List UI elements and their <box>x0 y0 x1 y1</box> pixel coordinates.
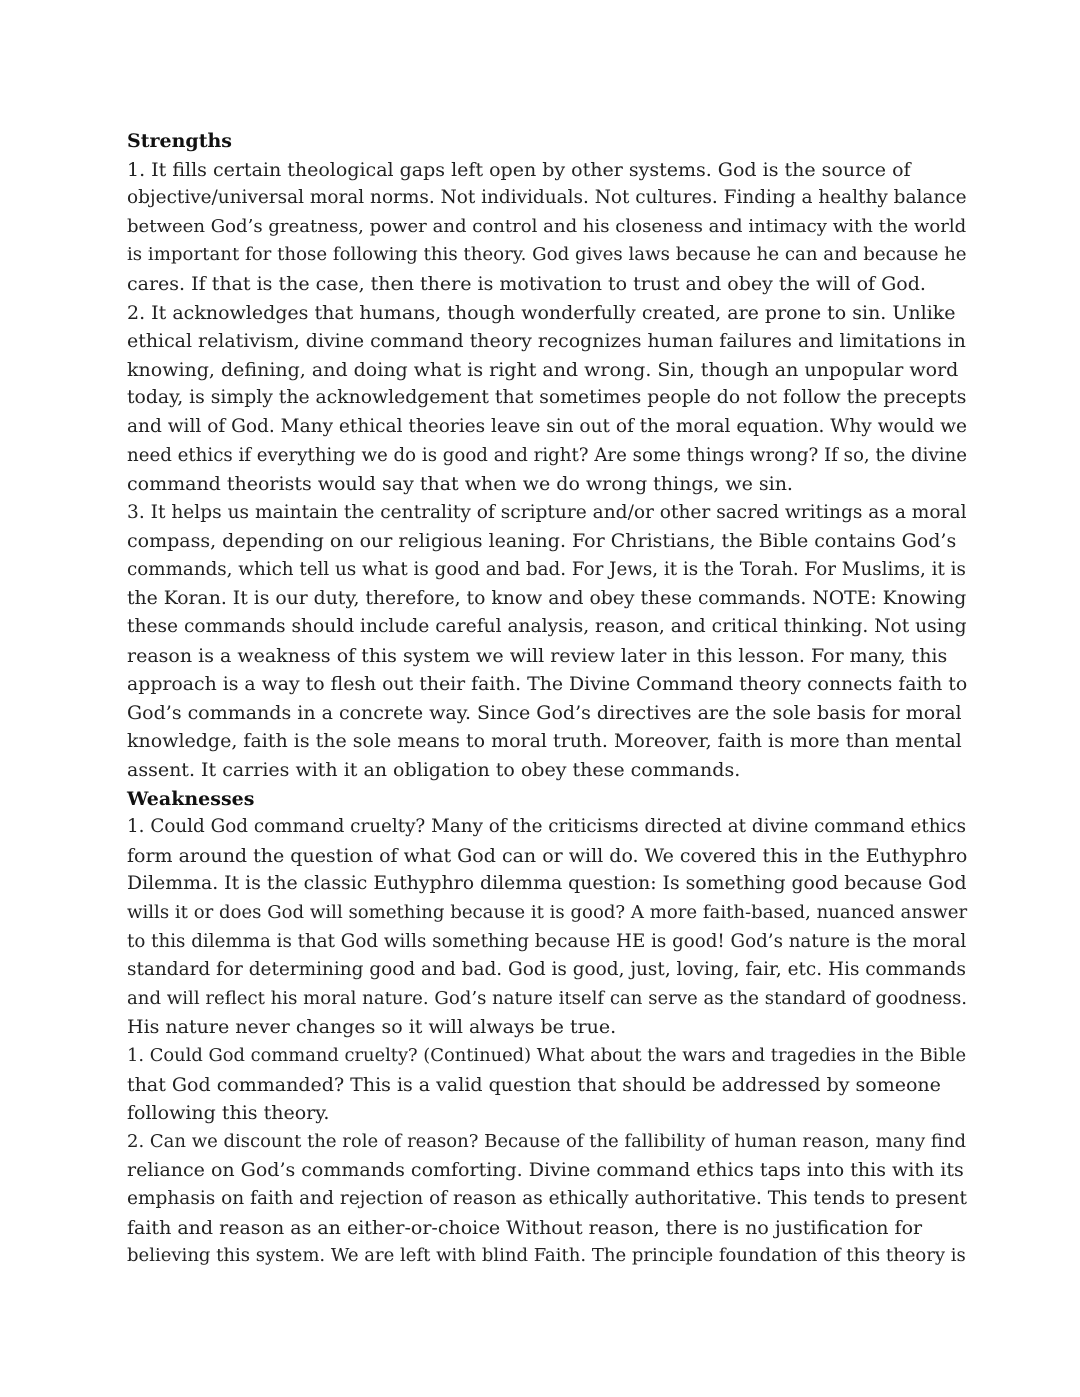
section-heading: Weaknesses <box>127 787 255 810</box>
text-line: command theorists would say that when we do wrong things, we sin. <box>127 473 793 496</box>
text-line: emphasis on faith and rejection of reason as ethically authoritative. This tends to present <box>127 1187 967 1209</box>
text-line: these commands should include careful analysis, reason, and critical thinking. Not using <box>127 616 967 638</box>
text-line: approach is a way to flesh out their faith. The Divine Command theory connects faith to <box>127 673 968 696</box>
document-page <box>127 127 967 1271</box>
text-line: 3. It helps us maintain the centrality of scripture and/or other sacred writings as a moral <box>127 501 967 523</box>
text-line: 1. Could God command cruelty? Many of the criticisms directed at divine command ethics <box>127 816 967 838</box>
text-line: that God commanded? This is a valid question that should be addressed by someone <box>127 1073 941 1096</box>
text-line: knowing, defining, and doing what is right and wrong. Sin, though an unpopular word <box>127 358 959 381</box>
text-line: commands, which tell us what is good and bad. For Jews, it is the Torah. For Muslims, it is <box>127 558 966 580</box>
section-heading: Strengths <box>127 130 232 152</box>
text-line: knowledge, faith is the sole means to moral truth. Moreover, faith is more than mental <box>127 730 962 753</box>
text-line: 1. Could God command cruelty? (Continued) What about the wars and tragedies in the Bible <box>127 1045 967 1066</box>
text-line: standard for determining good and bad. God is good, just, loving, fair, etc. His commands <box>127 959 966 981</box>
text-line: the Koran. It is our duty, therefore, to know and obey these commands. NOTE: Knowing <box>127 587 967 609</box>
text-line: between God’s greatness, power and control and his closeness and intimacy with the world <box>127 215 967 237</box>
text-line: God’s commands in a concrete way. Since God’s directives are the sole basis for moral <box>127 701 962 724</box>
text-line: reliance on God’s commands comforting. Divine command ethics taps into this with its <box>127 1159 964 1182</box>
text-line: faith and reason as an either-or-choice Without reason, there is no justification for <box>127 1216 923 1239</box>
text-line: ethical relativism, divine command theory recognizes human failures and limitations in <box>127 330 966 353</box>
text-line: to this dilemma is that God wills something because HE is good! God’s nature is the moral <box>127 930 967 952</box>
text-line: 2. Can we discount the role of reason? Because of the fallibility of human reason, many find <box>127 1130 967 1152</box>
text-line: today, is simply the acknowledgement that sometimes people do not follow the precepts <box>127 387 967 409</box>
text-line: Dilemma. It is the classic Euthyphro dilemma question: Is something good because God <box>127 873 967 895</box>
text-line: following this theory. <box>127 1102 330 1125</box>
text-line: 1. It fills certain theological gaps left open by other systems. God is the source of <box>127 158 911 181</box>
text-line: compass, depending on our religious leaning. For Christians, the Bible contains God’s <box>127 530 957 553</box>
text-line: believing this system. We are left with blind Faith. The principle foundation of this theory is <box>127 1245 966 1267</box>
text-line: cares. If that is the case, then there is motivation to trust and obey the will of God. <box>127 272 926 295</box>
text-line: His nature never changes so it will always be true. <box>127 1016 617 1039</box>
text-line: assent. It carries with it an obligation to obey these commands. <box>127 759 741 782</box>
text-line: objective/universal moral norms. Not individuals. Not cultures. Finding a healthy balance <box>127 187 967 209</box>
text-line: form around the question of what God can or will do. We covered this in the Euthyphro <box>127 844 968 867</box>
text-line: 2. It acknowledges that humans, though wonderfully created, are prone to sin. Unlike <box>127 301 956 324</box>
text-line: and will reflect his moral nature. God’s nature itself can serve as the standard of goodness. <box>127 987 968 1009</box>
text-line: is important for those following this theory. God gives laws because he can and because he <box>127 244 967 266</box>
text-line: reason is a weakness of this system we will review later in this lesson. For many, this <box>127 644 948 667</box>
text-line: wills it or does God will something because it is good? A more faith-based, nuanced answer <box>127 902 968 924</box>
text-line: need ethics if everything we do is good and right? Are some things wrong? If so, the divine <box>127 444 967 466</box>
text-line: and will of God. Many ethical theories leave sin out of the moral equation. Why would we <box>127 415 967 437</box>
